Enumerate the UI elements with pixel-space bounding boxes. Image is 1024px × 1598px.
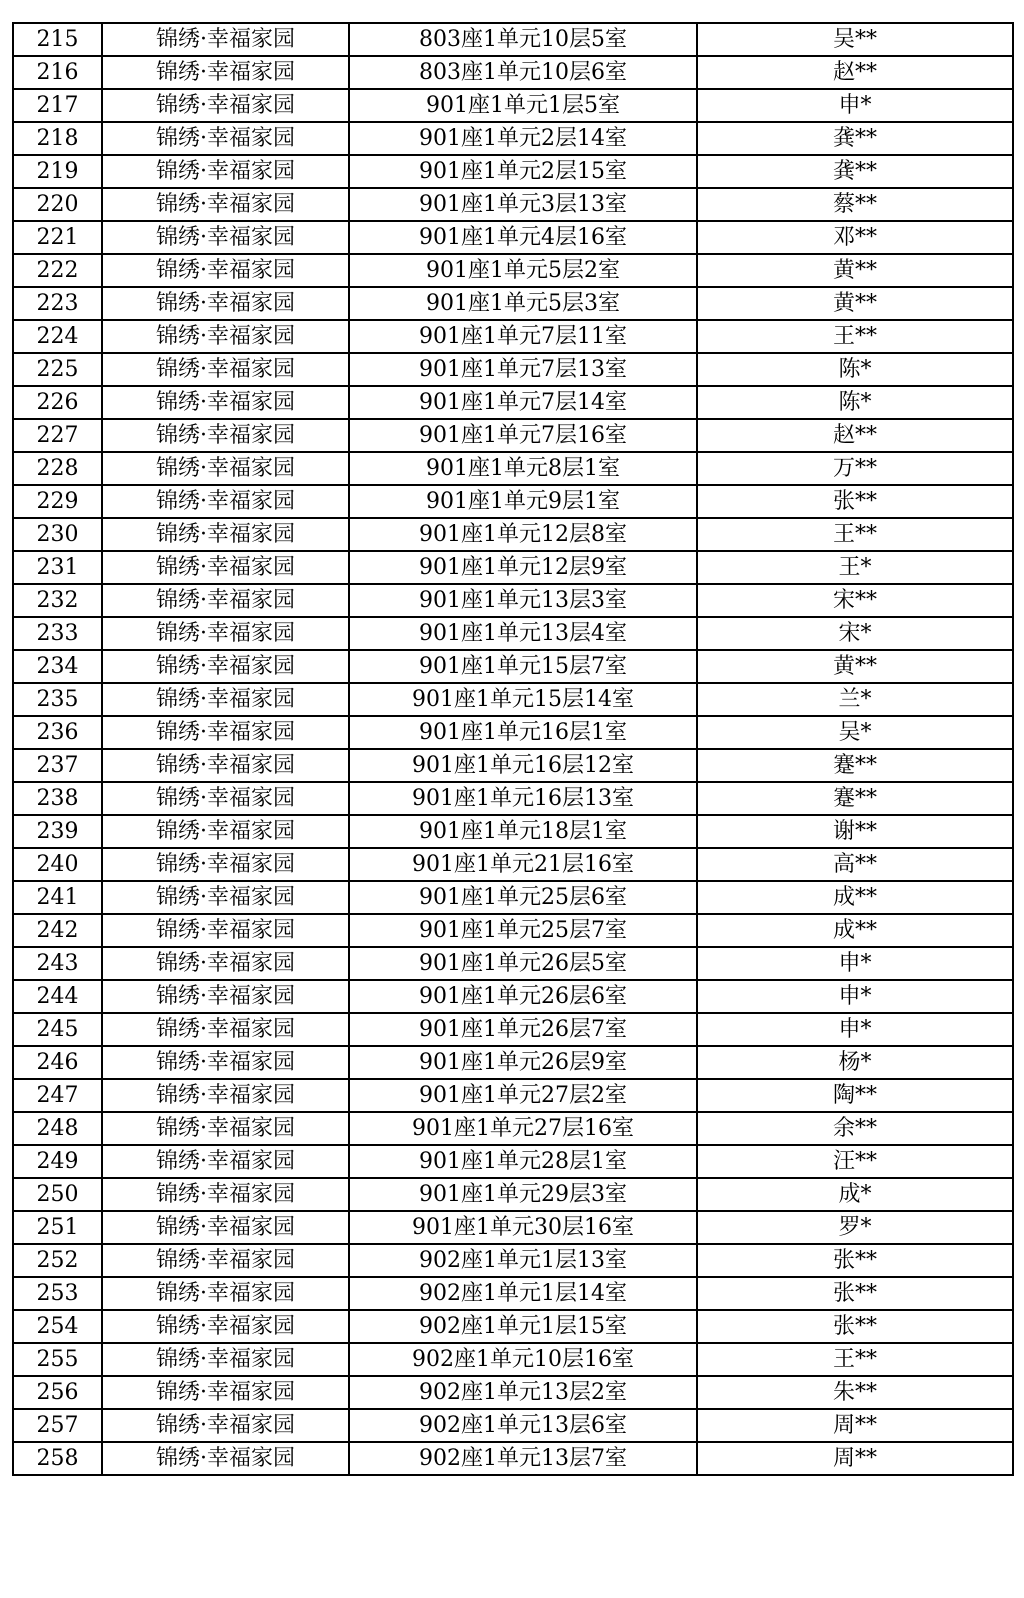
row-number-cell: 226 <box>13 386 102 419</box>
room-address-cell: 901座1单元7层16室 <box>349 419 697 452</box>
room-address-cell: 901座1单元2层14室 <box>349 122 697 155</box>
row-number-cell: 257 <box>13 1409 102 1442</box>
table-row <box>13 353 1013 386</box>
room-address-cell: 902座1单元13层7室 <box>349 1442 697 1475</box>
owner-name-cell: 周** <box>697 1409 1013 1442</box>
owner-name-cell: 朱** <box>697 1376 1013 1409</box>
row-number-cell: 241 <box>13 881 102 914</box>
table-row <box>13 89 1013 122</box>
room-address-cell: 901座1单元4层16室 <box>349 221 697 254</box>
room-address-cell: 902座1单元13层6室 <box>349 1409 697 1442</box>
row-number-cell: 222 <box>13 254 102 287</box>
row-number-cell: 225 <box>13 353 102 386</box>
table-row <box>13 1013 1013 1046</box>
project-name-cell: 锦绣·幸福家园 <box>102 782 349 815</box>
owner-name-cell: 余** <box>697 1112 1013 1145</box>
owner-name-cell: 王** <box>697 320 1013 353</box>
table-row <box>13 1178 1013 1211</box>
table-row <box>13 1343 1013 1376</box>
owner-name-cell: 谢** <box>697 815 1013 848</box>
row-number-cell: 247 <box>13 1079 102 1112</box>
table-row <box>13 1112 1013 1145</box>
project-name-cell: 锦绣·幸福家园 <box>102 1409 349 1442</box>
table-row <box>13 749 1013 782</box>
project-name-cell: 锦绣·幸福家园 <box>102 1277 349 1310</box>
row-number-cell: 256 <box>13 1376 102 1409</box>
row-number-cell: 235 <box>13 683 102 716</box>
project-name-cell: 锦绣·幸福家园 <box>102 650 349 683</box>
row-number-cell: 218 <box>13 122 102 155</box>
project-name-cell: 锦绣·幸福家园 <box>102 848 349 881</box>
table-row <box>13 386 1013 419</box>
row-number-cell: 220 <box>13 188 102 221</box>
owner-name-cell: 陶** <box>697 1079 1013 1112</box>
row-number-cell: 230 <box>13 518 102 551</box>
project-name-cell: 锦绣·幸福家园 <box>102 89 349 122</box>
table-row <box>13 1079 1013 1112</box>
room-address-cell: 901座1单元7层13室 <box>349 353 697 386</box>
table-row <box>13 1046 1013 1079</box>
project-name-cell: 锦绣·幸福家园 <box>102 716 349 749</box>
room-address-cell: 901座1单元26层7室 <box>349 1013 697 1046</box>
project-name-cell: 锦绣·幸福家园 <box>102 1244 349 1277</box>
project-name-cell: 锦绣·幸福家园 <box>102 419 349 452</box>
room-address-cell: 901座1单元12层8室 <box>349 518 697 551</box>
row-number-cell: 215 <box>13 23 102 56</box>
row-number-cell: 248 <box>13 1112 102 1145</box>
table-row <box>13 815 1013 848</box>
table-row <box>13 1310 1013 1343</box>
room-address-cell: 901座1单元25层7室 <box>349 914 697 947</box>
owner-name-cell: 龚** <box>697 122 1013 155</box>
room-address-cell: 901座1单元27层16室 <box>349 1112 697 1145</box>
table-row <box>13 1211 1013 1244</box>
owner-name-cell: 宋** <box>697 584 1013 617</box>
project-name-cell: 锦绣·幸福家园 <box>102 353 349 386</box>
owner-name-cell: 兰* <box>697 683 1013 716</box>
owner-name-cell: 罗* <box>697 1211 1013 1244</box>
row-number-cell: 253 <box>13 1277 102 1310</box>
project-name-cell: 锦绣·幸福家园 <box>102 320 349 353</box>
row-number-cell: 233 <box>13 617 102 650</box>
room-address-cell: 901座1单元5层3室 <box>349 287 697 320</box>
room-address-cell: 902座1单元1层14室 <box>349 1277 697 1310</box>
row-number-cell: 236 <box>13 716 102 749</box>
row-number-cell: 231 <box>13 551 102 584</box>
table-row <box>13 848 1013 881</box>
owner-name-cell: 陈* <box>697 386 1013 419</box>
project-name-cell: 锦绣·幸福家园 <box>102 1178 349 1211</box>
row-number-cell: 255 <box>13 1343 102 1376</box>
table-row <box>13 1442 1013 1475</box>
owner-name-cell: 成** <box>697 881 1013 914</box>
room-address-cell: 902座1单元13层2室 <box>349 1376 697 1409</box>
room-address-cell: 901座1单元30层16室 <box>349 1211 697 1244</box>
row-number-cell: 245 <box>13 1013 102 1046</box>
table-row <box>13 1376 1013 1409</box>
owner-name-cell: 张** <box>697 485 1013 518</box>
project-name-cell: 锦绣·幸福家园 <box>102 1442 349 1475</box>
room-address-cell: 901座1单元7层14室 <box>349 386 697 419</box>
room-address-cell: 901座1单元21层16室 <box>349 848 697 881</box>
room-address-cell: 901座1单元9层1室 <box>349 485 697 518</box>
room-address-cell: 901座1单元2层15室 <box>349 155 697 188</box>
owner-name-cell: 申* <box>697 89 1013 122</box>
row-number-cell: 238 <box>13 782 102 815</box>
owner-name-cell: 成* <box>697 1178 1013 1211</box>
room-address-cell: 901座1单元18层1室 <box>349 815 697 848</box>
room-address-cell: 901座1单元26层9室 <box>349 1046 697 1079</box>
owner-name-cell: 高** <box>697 848 1013 881</box>
project-name-cell: 锦绣·幸福家园 <box>102 518 349 551</box>
room-address-cell: 901座1单元3层13室 <box>349 188 697 221</box>
row-number-cell: 243 <box>13 947 102 980</box>
registration-table <box>12 22 1014 1476</box>
owner-name-cell: 张** <box>697 1310 1013 1343</box>
owner-name-cell: 张** <box>697 1277 1013 1310</box>
project-name-cell: 锦绣·幸福家园 <box>102 155 349 188</box>
owner-name-cell: 王* <box>697 551 1013 584</box>
table-row <box>13 155 1013 188</box>
table-row <box>13 122 1013 155</box>
row-number-cell: 229 <box>13 485 102 518</box>
row-number-cell: 237 <box>13 749 102 782</box>
project-name-cell: 锦绣·幸福家园 <box>102 683 349 716</box>
table-row <box>13 650 1013 683</box>
row-number-cell: 228 <box>13 452 102 485</box>
row-number-cell: 234 <box>13 650 102 683</box>
room-address-cell: 901座1单元16层1室 <box>349 716 697 749</box>
table-row <box>13 188 1013 221</box>
room-address-cell: 902座1单元10层16室 <box>349 1343 697 1376</box>
owner-name-cell: 申* <box>697 947 1013 980</box>
table-row <box>13 485 1013 518</box>
project-name-cell: 锦绣·幸福家园 <box>102 386 349 419</box>
row-number-cell: 242 <box>13 914 102 947</box>
owner-name-cell: 宋* <box>697 617 1013 650</box>
table-row <box>13 914 1013 947</box>
table-row <box>13 716 1013 749</box>
project-name-cell: 锦绣·幸福家园 <box>102 1112 349 1145</box>
project-name-cell: 锦绣·幸福家园 <box>102 1046 349 1079</box>
project-name-cell: 锦绣·幸福家园 <box>102 1145 349 1178</box>
table-row <box>13 1244 1013 1277</box>
project-name-cell: 锦绣·幸福家园 <box>102 584 349 617</box>
row-number-cell: 217 <box>13 89 102 122</box>
room-address-cell: 901座1单元28层1室 <box>349 1145 697 1178</box>
room-address-cell: 901座1单元25层6室 <box>349 881 697 914</box>
project-name-cell: 锦绣·幸福家园 <box>102 1310 349 1343</box>
row-number-cell: 239 <box>13 815 102 848</box>
owner-name-cell: 龚** <box>697 155 1013 188</box>
table-row <box>13 881 1013 914</box>
room-address-cell: 901座1单元12层9室 <box>349 551 697 584</box>
table-row <box>13 782 1013 815</box>
row-number-cell: 254 <box>13 1310 102 1343</box>
owner-name-cell: 吴* <box>697 716 1013 749</box>
row-number-cell: 250 <box>13 1178 102 1211</box>
project-name-cell: 锦绣·幸福家园 <box>102 881 349 914</box>
row-number-cell: 249 <box>13 1145 102 1178</box>
room-address-cell: 901座1单元16层13室 <box>349 782 697 815</box>
owner-name-cell: 王** <box>697 1343 1013 1376</box>
table-row <box>13 287 1013 320</box>
table-row <box>13 584 1013 617</box>
room-address-cell: 901座1单元26层5室 <box>349 947 697 980</box>
project-name-cell: 锦绣·幸福家园 <box>102 485 349 518</box>
room-address-cell: 901座1单元16层12室 <box>349 749 697 782</box>
project-name-cell: 锦绣·幸福家园 <box>102 56 349 89</box>
owner-name-cell: 蹇** <box>697 749 1013 782</box>
table-row <box>13 980 1013 1013</box>
project-name-cell: 锦绣·幸福家园 <box>102 1013 349 1046</box>
table-row <box>13 1277 1013 1310</box>
owner-name-cell: 蔡** <box>697 188 1013 221</box>
owner-name-cell: 万** <box>697 452 1013 485</box>
owner-name-cell: 王** <box>697 518 1013 551</box>
owner-name-cell: 申* <box>697 980 1013 1013</box>
table-row <box>13 617 1013 650</box>
project-name-cell: 锦绣·幸福家园 <box>102 815 349 848</box>
table-body <box>13 23 1013 1475</box>
room-address-cell: 803座1单元10层5室 <box>349 23 697 56</box>
project-name-cell: 锦绣·幸福家园 <box>102 1079 349 1112</box>
row-number-cell: 246 <box>13 1046 102 1079</box>
room-address-cell: 901座1单元1层5室 <box>349 89 697 122</box>
room-address-cell: 901座1单元7层11室 <box>349 320 697 353</box>
project-name-cell: 锦绣·幸福家园 <box>102 122 349 155</box>
row-number-cell: 224 <box>13 320 102 353</box>
row-number-cell: 258 <box>13 1442 102 1475</box>
table-row <box>13 56 1013 89</box>
table-row <box>13 1145 1013 1178</box>
project-name-cell: 锦绣·幸福家园 <box>102 914 349 947</box>
room-address-cell: 901座1单元15层7室 <box>349 650 697 683</box>
project-name-cell: 锦绣·幸福家园 <box>102 617 349 650</box>
owner-name-cell: 蹇** <box>697 782 1013 815</box>
owner-name-cell: 黄** <box>697 254 1013 287</box>
room-address-cell: 901座1单元15层14室 <box>349 683 697 716</box>
table-row <box>13 23 1013 56</box>
owner-name-cell: 张** <box>697 1244 1013 1277</box>
project-name-cell: 锦绣·幸福家园 <box>102 947 349 980</box>
owner-name-cell: 成** <box>697 914 1013 947</box>
row-number-cell: 216 <box>13 56 102 89</box>
room-address-cell: 902座1单元1层15室 <box>349 1310 697 1343</box>
room-address-cell: 901座1单元8层1室 <box>349 452 697 485</box>
owner-name-cell: 吴** <box>697 23 1013 56</box>
project-name-cell: 锦绣·幸福家园 <box>102 23 349 56</box>
room-address-cell: 901座1单元13层4室 <box>349 617 697 650</box>
project-name-cell: 锦绣·幸福家园 <box>102 287 349 320</box>
row-number-cell: 252 <box>13 1244 102 1277</box>
room-address-cell: 901座1单元29层3室 <box>349 1178 697 1211</box>
owner-name-cell: 赵** <box>697 419 1013 452</box>
project-name-cell: 锦绣·幸福家园 <box>102 980 349 1013</box>
row-number-cell: 244 <box>13 980 102 1013</box>
table-row <box>13 551 1013 584</box>
owner-name-cell: 周** <box>697 1442 1013 1475</box>
owner-name-cell: 杨* <box>697 1046 1013 1079</box>
document-sheet <box>12 22 1012 1476</box>
room-address-cell: 901座1单元5层2室 <box>349 254 697 287</box>
room-address-cell: 803座1单元10层6室 <box>349 56 697 89</box>
room-address-cell: 901座1单元26层6室 <box>349 980 697 1013</box>
owner-name-cell: 申* <box>697 1013 1013 1046</box>
owner-name-cell: 汪** <box>697 1145 1013 1178</box>
row-number-cell: 219 <box>13 155 102 188</box>
owner-name-cell: 赵** <box>697 56 1013 89</box>
project-name-cell: 锦绣·幸福家园 <box>102 188 349 221</box>
row-number-cell: 232 <box>13 584 102 617</box>
room-address-cell: 902座1单元1层13室 <box>349 1244 697 1277</box>
owner-name-cell: 黄** <box>697 650 1013 683</box>
project-name-cell: 锦绣·幸福家园 <box>102 221 349 254</box>
project-name-cell: 锦绣·幸福家园 <box>102 749 349 782</box>
project-name-cell: 锦绣·幸福家园 <box>102 254 349 287</box>
table-row <box>13 320 1013 353</box>
table-row <box>13 947 1013 980</box>
row-number-cell: 221 <box>13 221 102 254</box>
table-row <box>13 452 1013 485</box>
row-number-cell: 223 <box>13 287 102 320</box>
table-row <box>13 1409 1013 1442</box>
owner-name-cell: 陈* <box>697 353 1013 386</box>
room-address-cell: 901座1单元27层2室 <box>349 1079 697 1112</box>
table-row <box>13 518 1013 551</box>
row-number-cell: 251 <box>13 1211 102 1244</box>
row-number-cell: 227 <box>13 419 102 452</box>
table-row <box>13 419 1013 452</box>
project-name-cell: 锦绣·幸福家园 <box>102 452 349 485</box>
table-row <box>13 221 1013 254</box>
row-number-cell: 240 <box>13 848 102 881</box>
owner-name-cell: 邓** <box>697 221 1013 254</box>
project-name-cell: 锦绣·幸福家园 <box>102 551 349 584</box>
table-row <box>13 683 1013 716</box>
project-name-cell: 锦绣·幸福家园 <box>102 1343 349 1376</box>
table-row <box>13 254 1013 287</box>
room-address-cell: 901座1单元13层3室 <box>349 584 697 617</box>
owner-name-cell: 黄** <box>697 287 1013 320</box>
project-name-cell: 锦绣·幸福家园 <box>102 1211 349 1244</box>
project-name-cell: 锦绣·幸福家园 <box>102 1376 349 1409</box>
